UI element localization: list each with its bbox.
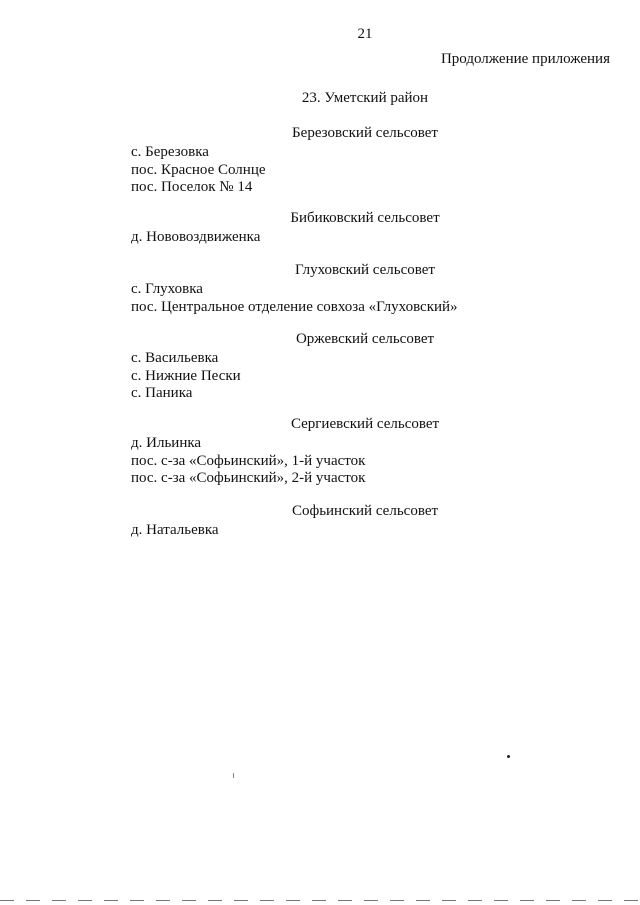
scan-speck: [233, 773, 234, 778]
settlement-item: д. Нововоздвиженка: [131, 229, 261, 245]
settlement-item: с. Березовка: [131, 144, 209, 160]
settlement-list: [0, 281, 640, 316]
section-sofinsky: [0, 502, 640, 540]
settlement-item: с. Паника: [131, 385, 193, 401]
settlement-list: [0, 229, 640, 247]
page-number: 21: [357, 26, 373, 42]
section-berezovsky: [0, 124, 640, 197]
scan-speck: [507, 755, 510, 758]
section-bibikovsky: [0, 209, 640, 247]
settlement-item: пос. с-за «Софьинский», 1-й участок: [131, 452, 366, 469]
settlement-item: пос. Красное Солнце: [131, 161, 266, 178]
section-heading: Глуховский сельсовет: [295, 262, 435, 278]
settlement-item: д. Натальевка: [131, 522, 219, 538]
section-sergievsky: [0, 415, 640, 488]
continuation-label: Продолжение приложения: [440, 51, 610, 67]
settlement-item: с. Васильевка: [131, 350, 219, 366]
district-title: 23. Уметский район: [301, 90, 429, 106]
settlement-list: [0, 435, 640, 488]
settlement-list: [0, 350, 640, 403]
section-heading: Березовский сельсовет: [292, 125, 438, 141]
settlement-item: д. Ильинка: [131, 435, 202, 451]
settlement-item: пос. Центральное отделение совхоза «Глуховский»: [131, 298, 458, 315]
section-glukhovsky: [0, 261, 640, 316]
scan-edge-line: [0, 900, 640, 901]
settlement-list: [0, 522, 640, 540]
settlement-item: пос. с-за «Софьинский», 2-й участок: [131, 470, 366, 486]
settlement-item: с. Нижние Пески: [131, 367, 241, 384]
section-heading: Сергиевский сельсовет: [290, 416, 440, 432]
section-heading: Софьинский сельсовет: [291, 503, 439, 519]
settlement-list: [0, 144, 640, 197]
section-orzhevsky: [0, 330, 640, 403]
settlement-item: пос. Поселок № 14: [131, 179, 253, 195]
section-heading: Бибиковский сельсовет: [290, 210, 440, 226]
settlement-item: с. Глуховка: [131, 281, 203, 297]
section-heading: Оржевский сельсовет: [295, 331, 435, 347]
